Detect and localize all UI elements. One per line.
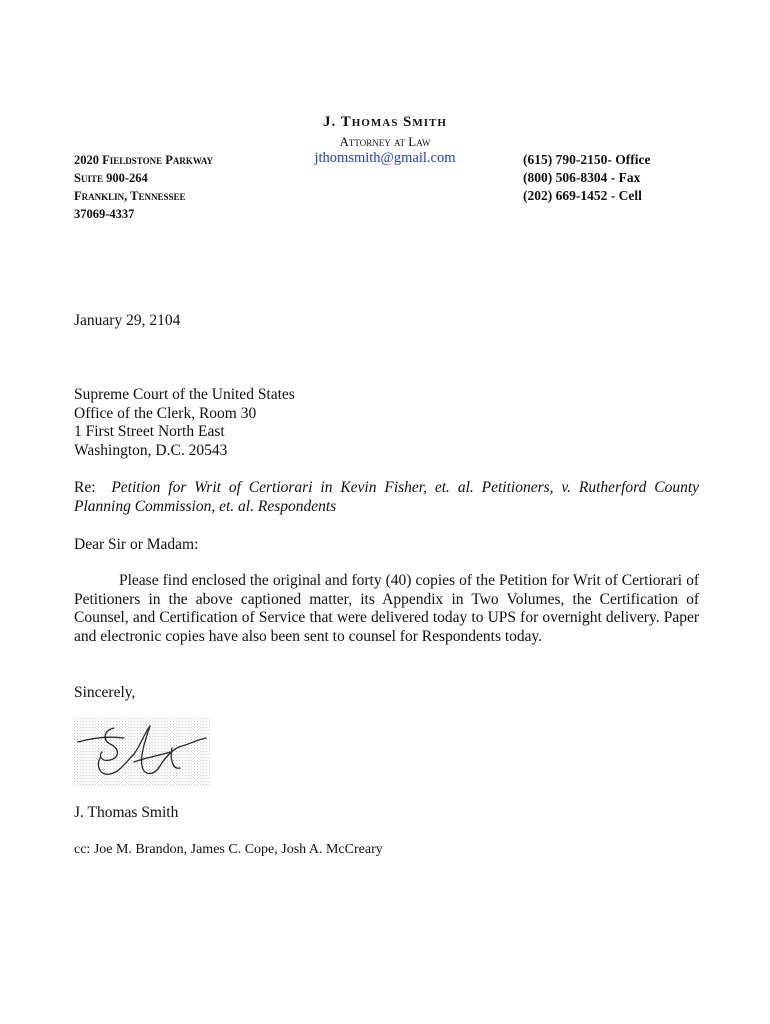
signature-image: [74, 718, 210, 786]
phone-fax: (800) 506-8304 - Fax: [523, 170, 641, 185]
address-line: Franklin, Tennessee: [74, 189, 186, 203]
re-line: [74, 479, 699, 516]
recipient-line: Office of the Clerk, Room 30: [74, 404, 257, 422]
re-label: Re:: [74, 479, 96, 496]
re-subject: Petition for Writ of Certiorari in Kevin Fisher, et. al. Petitioners, v. Rutherford County Planning Commission, et. al. Respondents: [74, 479, 700, 515]
letter-date: January 29, 2104: [74, 312, 181, 329]
body-paragraph: Please find enclosed the original and forty (40) copies of the Petition for Writ of Certiorari of Petitioners in the above captioned matter, its Appendix in Two Volumes, the Certification of Counsel, and Certification of Service that were delivered today to UPS for overnight delivery. Paper and electronic copies have also been sent to counsel for Respondents today.: [74, 572, 699, 645]
recipient-line: 1 First Street North East: [74, 423, 225, 441]
phone-office: (615) 790-2150- Office: [523, 152, 651, 167]
address-line: 37069-4337: [74, 207, 135, 221]
signer-name: J. Thomas Smith: [74, 804, 179, 821]
recipient-line: Supreme Court of the United States: [74, 386, 295, 403]
letterhead-title: Attorney at Law: [339, 134, 431, 149]
recipient-address: [74, 386, 295, 460]
closing: Sincerely,: [74, 684, 136, 701]
letterhead-phones: [523, 151, 650, 205]
phone-cell: (202) 669-1452 - Cell: [523, 188, 642, 203]
cc-line: cc: Joe M. Brandon, James C. Cope, Josh A. McCreary: [74, 842, 383, 857]
letterhead-address: [74, 151, 213, 223]
letterhead-name: J. Thomas Smith: [323, 114, 447, 130]
letterhead-email[interactable]: jthomsmith@gmail.com: [314, 150, 456, 166]
recipient-line: Washington, D.C. 20543: [74, 441, 228, 459]
address-line: Suite 900-264: [74, 171, 148, 185]
address-line: 2020 Fieldstone Parkway: [74, 153, 214, 167]
salutation: Dear Sir or Madam:: [74, 536, 199, 553]
